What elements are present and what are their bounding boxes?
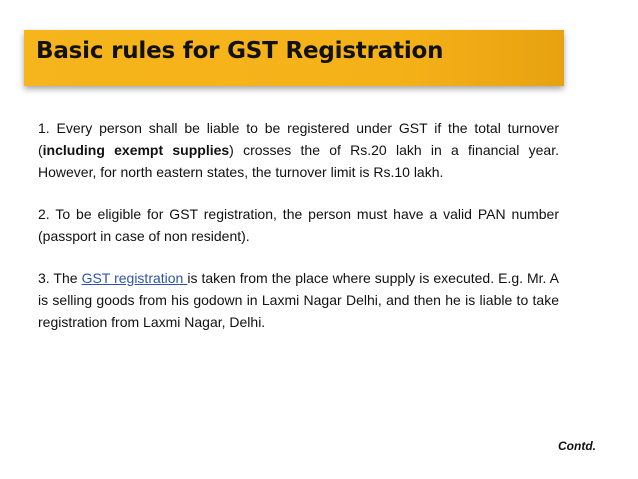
rule-1-lead: 1. Every person shall be liable to be registered under GST if the total turnover ( xyxy=(38,120,559,158)
slide-body xyxy=(38,117,559,333)
rule-2-text: 2. To be eligible for GST registration, the person must have a valid PAN number (passport in case of non resident). xyxy=(38,206,559,244)
rule-paragraph-2 xyxy=(38,203,559,247)
rule-1-tail: ) crosses the of Rs.20 lakh in a financial year. However, for north eastern states, the turnover limit is Rs.10 lakh. xyxy=(38,142,559,180)
rule-3-lead: 3. The xyxy=(38,270,82,286)
rule-paragraph-3 xyxy=(38,267,559,333)
rule-paragraph-1 xyxy=(38,117,559,183)
rule-1-bold-phrase: including exempt supplies xyxy=(42,142,230,158)
gst-registration-link[interactable]: GST registration xyxy=(81,270,188,286)
rule-3-tail: is taken from the place where supply is executed. E.g. Mr. A is selling goods from his godown in Laxmi Nagar Delhi, and then he is liable to take registration from Laxmi Nagar, Delhi. xyxy=(38,270,560,330)
contd-label: Contd. xyxy=(558,439,596,453)
slide-title: Basic rules for GST Registration xyxy=(36,38,444,64)
